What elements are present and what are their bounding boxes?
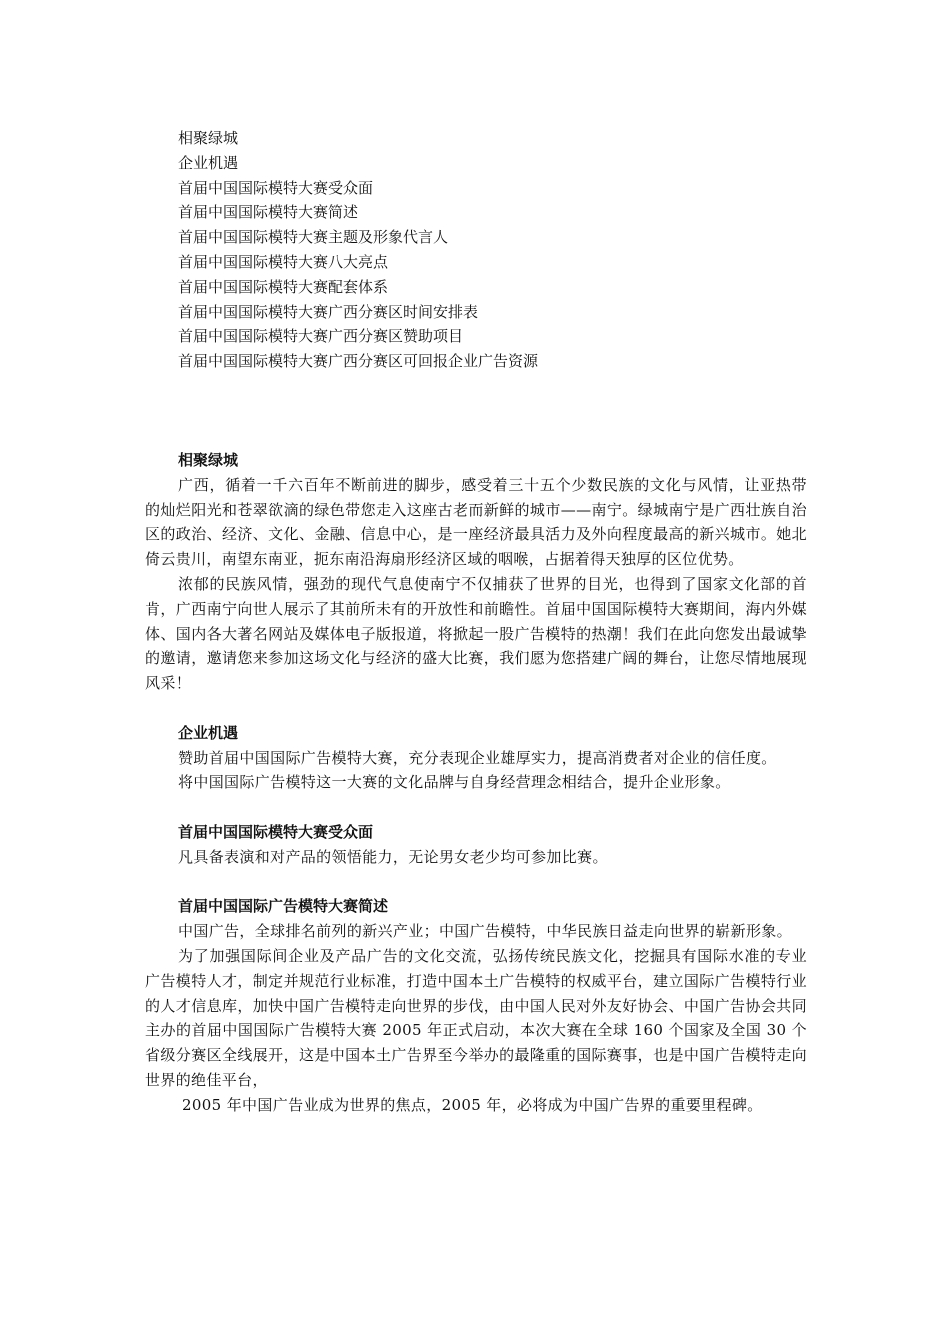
paragraph: 2005 年中国广告业成为世界的焦点，2005 年，必将成为中国广告界的重要里程碑。 <box>182 1095 763 1114</box>
section-jianshu <box>145 894 807 1117</box>
toc-item: 首届中国国际模特大赛广西分赛区可回报企业广告资源 <box>178 352 539 371</box>
toc-item: 相聚绿城 <box>178 129 239 147</box>
document-body <box>145 448 807 1118</box>
toc-item: 首届中国国际模特大赛广西分赛区时间安排表 <box>178 302 479 321</box>
spacer <box>145 795 807 820</box>
paragraph: 为了加强国际间企业及产品广告的文化交流，弘扬传统民族文化，挖掘具有国际水准的专业广告模特人才，制定并规范行业标准，打造中国本土广告模特的权威平台，建立国际广告模特行业的人才信息库，加快中国广告模特走向世界的步伐，由中国人民对外友好协会、中国广告协会共同主办的首届中国国际广告模特大赛 2005 年正式启动，本次大赛在全球 160 个国家及全国 30 个省级分赛区全线展开，这是中国本土广告界至今举办的最隆重的国际赛事，也是中国广告模特走向世界的绝佳平台， <box>145 946 807 1089</box>
toc-item: 首届中国国际模特大赛受众面 <box>178 178 374 197</box>
paragraph: 浓郁的民族风情，强劲的现代气息使南宁不仅捕获了世界的目光，也得到了国家文化部的首肯，广西南宁向世人展示了其前所未有的开放性和前瞻性。首届中国国际模特大赛期间，海内外媒体、国内各大著名网站及媒体电子版报道，将掀起一股广告模特的热潮！我们在此向您发出最诚挚的邀请，邀请您来参加这场文化与经济的盛大比赛，我们愿为您搭建广阔的舞台，让您尽情地展现风采！ <box>145 574 807 693</box>
paragraph: 赞助首届中国国际广告模特大赛，充分表现企业雄厚实力，提高消费者对企业的信任度。 <box>178 748 777 767</box>
toc-item: 首届中国国际模特大赛简述 <box>178 203 359 222</box>
section-xiangju-lvcheng <box>145 448 807 696</box>
table-of-contents <box>178 126 818 374</box>
toc-item: 首届中国国际模特大赛八大亮点 <box>178 252 389 271</box>
toc-item: 首届中国国际模特大赛主题及形象代言人 <box>178 228 449 247</box>
section-heading: 相聚绿城 <box>178 451 239 469</box>
section-heading: 首届中国国际模特大赛受众面 <box>178 822 374 841</box>
toc-item: 首届中国国际模特大赛配套体系 <box>178 277 389 296</box>
section-heading: 企业机遇 <box>178 723 239 742</box>
section-heading: 首届中国国际广告模特大赛简述 <box>178 897 389 916</box>
spacer <box>145 870 807 895</box>
paragraph: 中国广告，全球排名前列的新兴产业；中国广告模特，中华民族日益走向世界的崭新形象。 <box>178 922 793 941</box>
toc-item: 首届中国国际模特大赛广西分赛区赞助项目 <box>178 327 464 346</box>
spacer <box>145 696 807 721</box>
paragraph: 广西，循着一千六百年不断前进的脚步，感受着三十五个少数民族的文化与风情，让亚热带的灿烂阳光和苍翠欲滴的绿色带您走入这座古老而新鲜的城市——南宁。绿城南宁是广西壮族自治区的政治、经济、文化、金融、信息中心，是一座经济最具活力及外向程度最高的新兴城市。她北倚云贵川，南望东南亚，扼东南沿海扇形经济区域的咽喉，占据着得天独厚的区位优势。 <box>145 475 807 569</box>
section-shouzhongmian <box>145 820 807 870</box>
paragraph: 将中国国际广告模特这一大赛的文化品牌与自身经营理念相结合，提升企业形象。 <box>178 773 731 792</box>
toc-item: 企业机遇 <box>178 153 239 172</box>
paragraph: 凡具备表演和对产品的领悟能力，无论男女老少均可参加比赛。 <box>178 847 608 866</box>
section-qiye-jiyu <box>145 721 807 795</box>
